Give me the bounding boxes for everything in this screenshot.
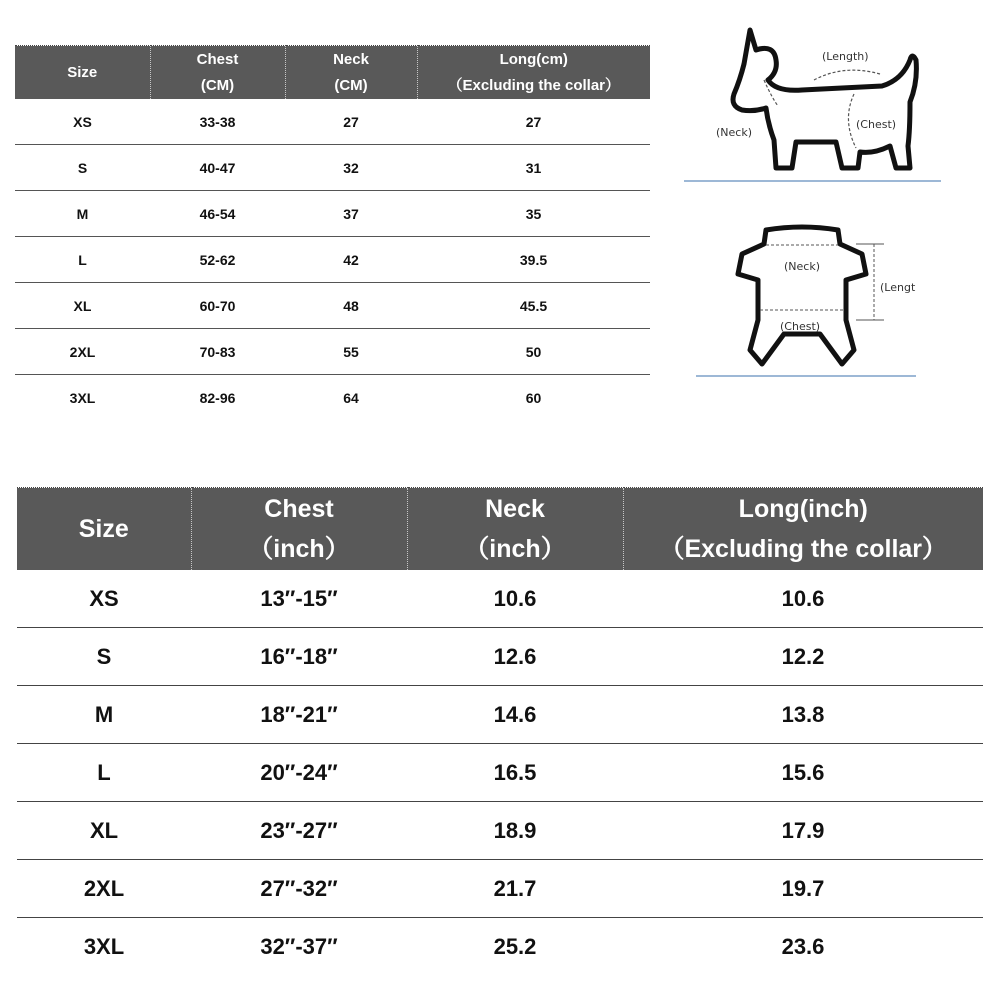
cm-cell-chest: 70-83 (150, 329, 285, 375)
cm-cell-chest: 52-62 (150, 237, 285, 283)
dog-measurement-diagram (684, 20, 944, 185)
size-chart-inch-table (17, 487, 983, 975)
inch-header-neck: Neck （inch） (407, 488, 623, 571)
inch-cell-size: XL (17, 802, 191, 860)
inch-header-row (17, 488, 983, 571)
cm-cell-chest: 46-54 (150, 191, 285, 237)
inch-cell-neck: 18.9 (407, 802, 623, 860)
inch-cell-size: XS (89, 585, 119, 611)
cm-table-row (15, 237, 650, 283)
inch-cell-chest: 13″-15″ (260, 585, 338, 611)
cm-cell-length: 50 (417, 329, 650, 375)
inch-header-chest: Chest （inch） (191, 488, 407, 571)
inch-cell-size: S (17, 628, 191, 686)
inch-header-size: Size (17, 488, 191, 571)
cm-header-chest: Chest (CM) (150, 46, 285, 100)
cm-table-row (15, 145, 650, 191)
inch-table-row (17, 628, 983, 686)
inch-cell-length: 15.6 (623, 744, 983, 802)
inch-cell-neck: 12.6 (407, 628, 623, 686)
inch-cell-chest: 16″-18″ (191, 628, 407, 686)
size-chart-cm-table (15, 45, 650, 420)
inch-cell-chest: 27″-32″ (191, 860, 407, 918)
inch-cell-length: 17.9 (623, 802, 983, 860)
inch-cell-chest: 23″-27″ (191, 802, 407, 860)
inch-cell-neck: 21.7 (407, 860, 623, 918)
cm-cell-length: 35 (417, 191, 650, 237)
cm-header-row (15, 46, 650, 100)
inch-cell-length: 13.8 (623, 686, 983, 744)
inch-cell-neck: 14.6 (407, 686, 623, 744)
length-measure-line (814, 70, 880, 80)
cm-table-row (15, 99, 650, 145)
cm-cell-size: 2XL (15, 329, 150, 375)
garment-neck-label: (Neck) (784, 260, 820, 273)
inch-header-length: Long(inch) （Excluding the collar） (623, 488, 983, 571)
cm-cell-size: 3XL (15, 375, 150, 421)
inch-cell-size: 2XL (17, 860, 191, 918)
cm-header-size: Size (15, 46, 150, 100)
cm-cell-chest: 33-38 (199, 113, 236, 130)
dog-neck-label: (Neck) (716, 126, 752, 139)
cm-table-row (15, 283, 650, 329)
inch-cell-length: 10.6 (781, 585, 825, 611)
inch-cell-chest: 18″-21″ (191, 686, 407, 744)
cm-cell-chest: 60-70 (150, 283, 285, 329)
dog-length-label: (Length) (822, 50, 869, 63)
cm-cell-length: 27 (525, 113, 542, 130)
cm-cell-size: S (15, 145, 150, 191)
inch-cell-chest: 20″-24″ (191, 744, 407, 802)
cm-cell-size: XL (15, 283, 150, 329)
inch-cell-neck: 25.2 (407, 918, 623, 976)
cm-cell-neck: 55 (285, 329, 417, 375)
cm-cell-size: M (15, 191, 150, 237)
cm-header-neck: Neck (CM) (285, 46, 417, 100)
inch-table-row (17, 918, 983, 976)
cm-cell-neck: 48 (285, 283, 417, 329)
cm-cell-neck: 27 (343, 113, 359, 130)
inch-cell-size: M (17, 686, 191, 744)
dog-garment-icon (738, 227, 866, 364)
cm-cell-chest: 82-96 (150, 375, 285, 421)
cm-cell-chest: 40-47 (150, 145, 285, 191)
cm-cell-length: 60 (417, 375, 650, 421)
garment-chest-label: (Chest) (780, 320, 821, 333)
inch-table-row (17, 686, 983, 744)
inch-cell-neck: 10.6 (493, 585, 537, 611)
inch-table-row (17, 570, 983, 628)
cm-cell-size: XS (73, 113, 92, 130)
inch-cell-length: 19.7 (623, 860, 983, 918)
inch-cell-neck: 16.5 (407, 744, 623, 802)
inch-cell-size: 3XL (17, 918, 191, 976)
cm-table-row (15, 329, 650, 375)
dog-chest-label: (Chest) (856, 118, 897, 131)
garment-measurement-diagram (696, 220, 921, 380)
inch-cell-length: 12.2 (623, 628, 983, 686)
cm-cell-neck: 64 (285, 375, 417, 421)
cm-cell-size: L (15, 237, 150, 283)
cm-cell-length: 39.5 (417, 237, 650, 283)
inch-cell-chest: 32″-37″ (191, 918, 407, 976)
inch-table-row (17, 860, 983, 918)
garment-length-label: (Lengt (880, 281, 916, 294)
cm-table-row (15, 375, 650, 421)
inch-table-row (17, 744, 983, 802)
cm-header-length: Long(cm) （Excluding the collar） (417, 46, 650, 100)
cm-cell-neck: 32 (285, 145, 417, 191)
cm-cell-neck: 42 (285, 237, 417, 283)
inch-table-row (17, 802, 983, 860)
cm-cell-length: 45.5 (417, 283, 650, 329)
cm-cell-length: 31 (417, 145, 650, 191)
cm-cell-neck: 37 (285, 191, 417, 237)
cm-table-row (15, 191, 650, 237)
inch-cell-size: L (17, 744, 191, 802)
inch-cell-length: 23.6 (623, 918, 983, 976)
